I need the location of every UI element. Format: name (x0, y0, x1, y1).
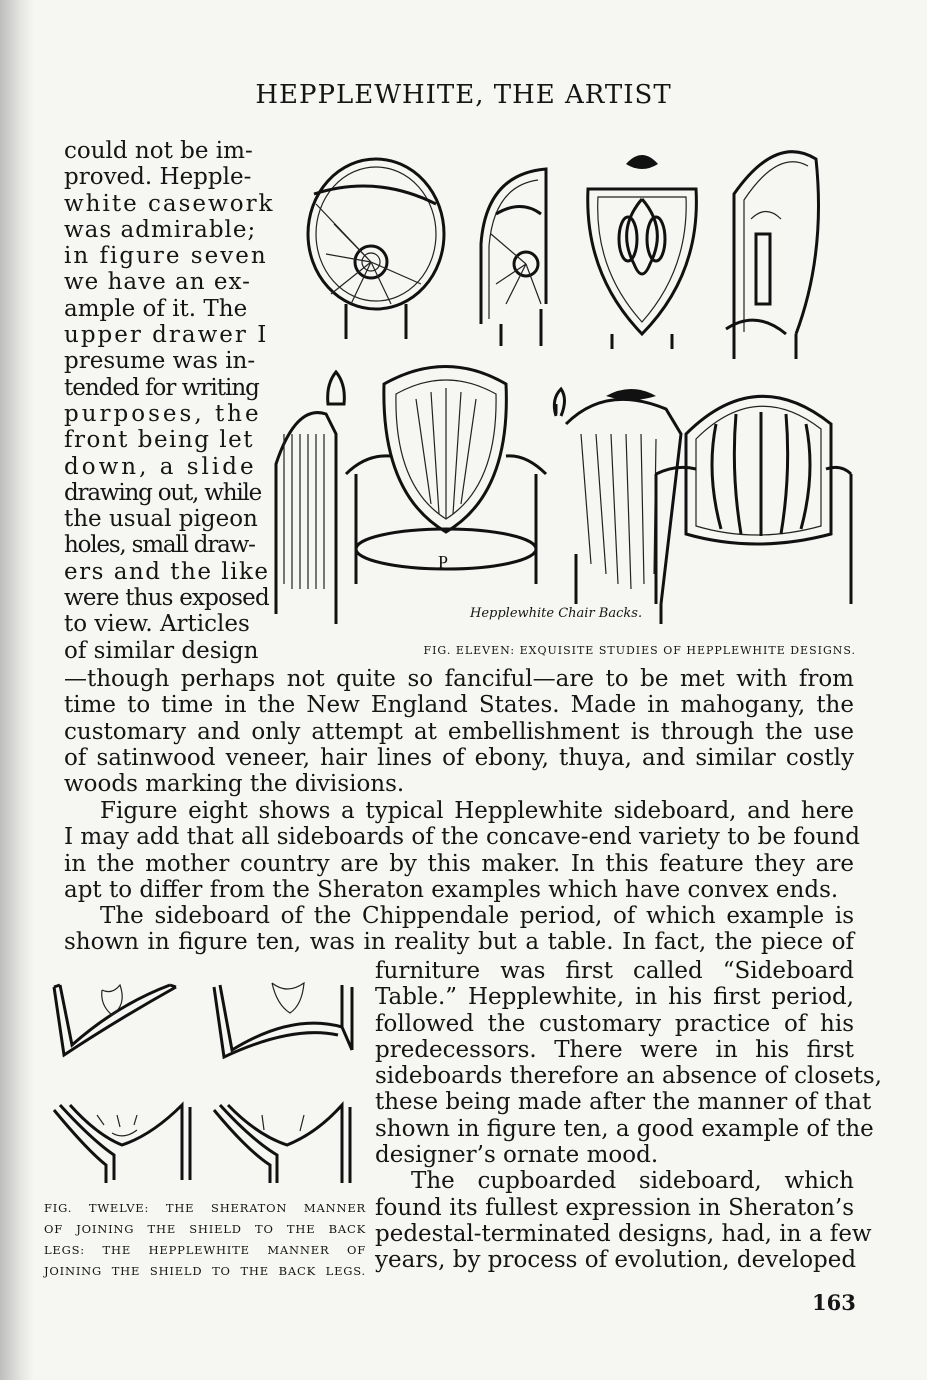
figure-twelve-shield-joints (42, 965, 368, 1190)
text-line: were thus exposed (64, 585, 269, 612)
text-line: front being let (64, 427, 254, 454)
right-text-column (375, 958, 882, 1274)
text-line: shown in figure ten, a good example of the (375, 1115, 874, 1142)
text-line: in figure seven (64, 243, 268, 270)
text-line: down, a slide (64, 453, 257, 480)
caption-line: JOINING THE SHIELD TO THE BACK LEGS. (44, 1264, 366, 1278)
caption-line: FIG. TWELVE: THE SHERATON MANNER (44, 1201, 366, 1215)
text-line: —though perhaps not quite so fanciful—are to be met with from (64, 666, 854, 692)
text-line: to view. Articles (64, 611, 250, 638)
text-line: presume was in- (64, 348, 256, 375)
figure-eleven-handwritten-label: Hepplewhite Chair Backs. (470, 606, 643, 621)
camel-shield-back-illustration (726, 152, 819, 359)
text-line: apt to differ from the Sheraton examples which have convex ends. (64, 876, 839, 903)
text-line: purposes, the (64, 400, 262, 427)
caption-line: LEGS: THE HEPPLEWHITE MANNER OF (44, 1243, 366, 1257)
text-line: Table.” Hepplewhite, in his first period, (375, 984, 854, 1011)
text-line: designer’s ornate mood. (375, 1142, 659, 1169)
text-line: these being made after the manner of that (375, 1089, 872, 1116)
shield-back-wheatear-illustration (588, 155, 697, 349)
page-number: 163 (812, 1290, 856, 1315)
hepplewhite-joint-illustration-1 (54, 1105, 190, 1183)
text-line: years, by process of evolution, developed (375, 1247, 857, 1274)
text-line: white casework (64, 190, 275, 217)
text-line: predecessors. There were in his first (375, 1036, 854, 1063)
text-line: holes, small draw- (64, 532, 255, 559)
figure-eleven-chair-backs (256, 134, 856, 634)
text-line: we have an ex- (64, 269, 251, 296)
text-line: of satinwood veneer, hair lines of ebony, thuya, and similar costly (64, 744, 854, 771)
text-line: ers and the like (64, 558, 270, 585)
text-line: I may add that all sideboards of the concave-end variety to be found (64, 824, 860, 851)
full-width-paragraph-2 (64, 798, 860, 956)
text-line: drawing out, while (64, 479, 262, 506)
text-line: tended for writing (64, 374, 259, 401)
text-line: The sideboard of the Chippendale period, of which example is (100, 903, 854, 930)
text-line: Figure eight shows a typical Hepplewhite sideboard, and here (100, 798, 854, 824)
text-line: time to time in the New England States. Made in mahogany, the (64, 692, 854, 719)
text-line: upper drawer I (64, 322, 269, 349)
figure-twelve-caption (44, 1198, 366, 1282)
chair-mark-p: P (438, 552, 449, 572)
pierced-splat-armchair-illustration (656, 396, 851, 604)
running-head: HEPPLEWHITE, THE ARTIST (255, 80, 672, 110)
oval-wheel-back-illustration (308, 159, 444, 339)
text-line: woods marking the divisions. (64, 771, 405, 798)
text-line: shown in figure ten, was in reality but a table. In fact, the piece of (64, 929, 854, 956)
shield-chair-side-view-illustration (276, 372, 344, 624)
sheraton-joint-illustration-1 (54, 985, 176, 1055)
text-line: followed the customary practice of his (375, 1010, 854, 1037)
text-line: ample of it. The (64, 295, 248, 322)
text-line: customary and only attempt at embellishment is through the use (64, 718, 854, 745)
narrow-text-column (64, 138, 275, 664)
page-gutter-shadow (0, 0, 34, 1380)
text-line: was admirable; (64, 216, 257, 243)
wheatear-armchair-illustration (346, 367, 546, 585)
text-line: proved. Hepple- (64, 164, 252, 191)
text-line: furniture was first called “Sideboard (375, 958, 854, 984)
text-line: could not be im- (64, 138, 253, 164)
fan-top-shield-side-illustration (554, 389, 681, 624)
text-line: The cupboarded sideboard, which (411, 1168, 854, 1195)
sheraton-joint-illustration-2 (214, 983, 352, 1057)
text-line: found its fullest expression in Sheraton’s (375, 1194, 854, 1221)
text-line: pedestal-terminated designs, had, in a few (375, 1220, 872, 1247)
text-line: the usual pigeon (64, 506, 258, 533)
text-line: in the mother country are by this maker. In this feature they are (64, 850, 854, 877)
half-wheel-back-illustration (481, 169, 546, 346)
hepplewhite-joint-illustration-2 (214, 1105, 350, 1183)
text-line: of similar design (64, 637, 259, 664)
figure-eleven-caption: FIG. ELEVEN: EXQUISITE STUDIES OF HEPPLEWHITE DESIGNS. (423, 644, 856, 657)
caption-line: OF JOINING THE SHIELD TO THE BACK (44, 1222, 366, 1236)
full-width-paragraph-1 (64, 666, 854, 797)
text-line: sideboards therefore an absence of closets, (375, 1063, 882, 1090)
